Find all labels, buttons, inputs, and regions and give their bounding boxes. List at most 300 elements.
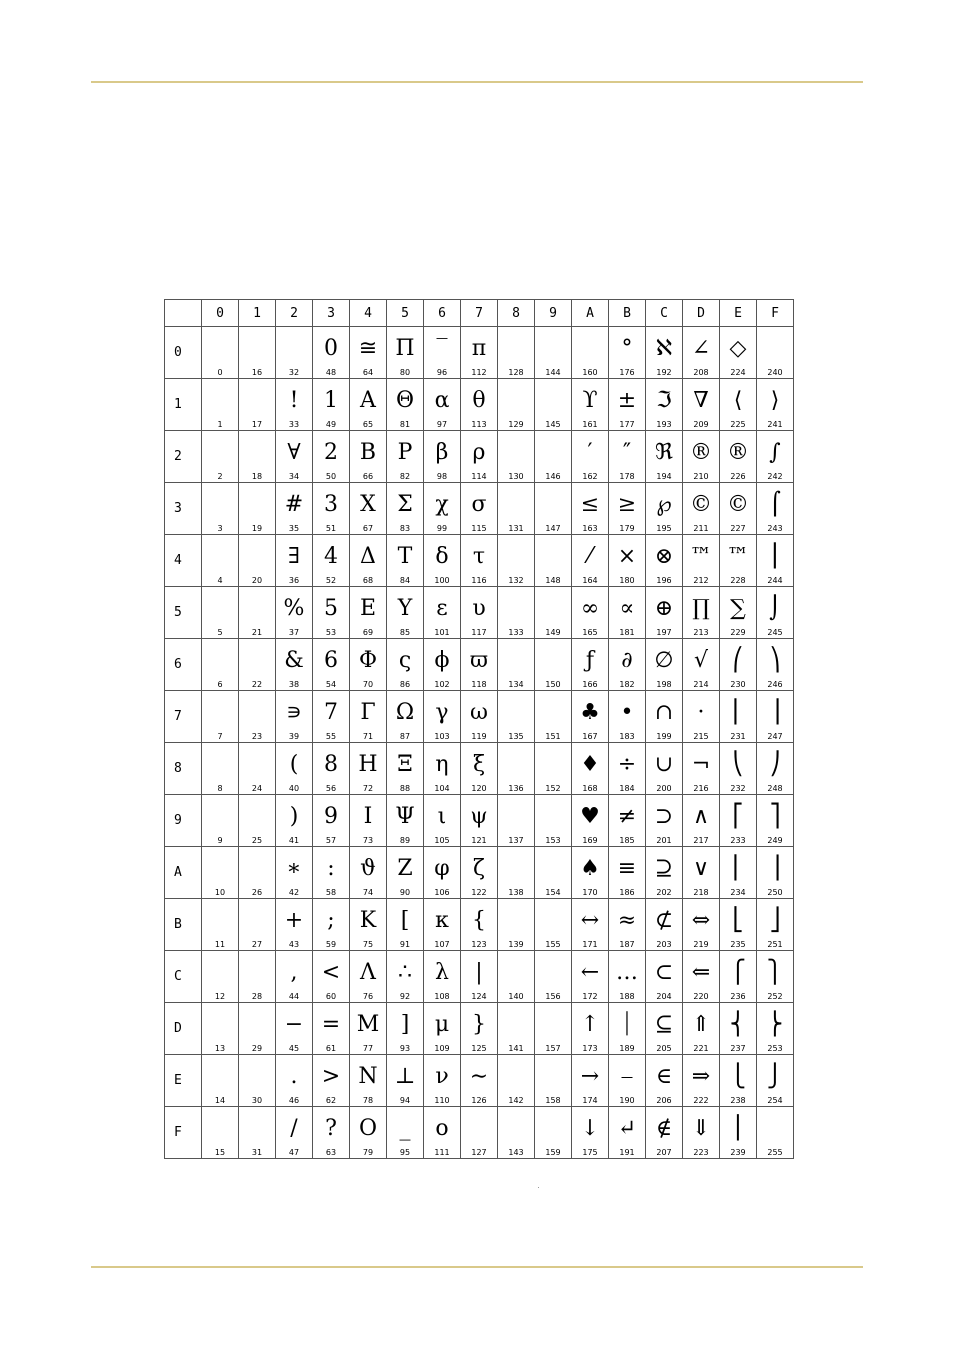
char-code: 128: [508, 368, 524, 377]
char-glyph: Μ: [356, 1012, 380, 1037]
char-glyph: ⎡: [732, 804, 744, 829]
table-row: [165, 795, 794, 847]
char-code: 17: [251, 420, 263, 429]
char-cell: [276, 483, 313, 535]
char-glyph: ε: [436, 596, 448, 621]
char-cell: [535, 847, 572, 899]
row-header: B: [165, 899, 202, 951]
char-glyph: Λ: [360, 960, 376, 985]
char-glyph: ∫: [769, 440, 781, 465]
char-code: 204: [656, 992, 672, 1001]
char-code: 197: [656, 628, 672, 637]
char-code: 55: [325, 732, 337, 741]
column-header: 3: [313, 300, 350, 327]
char-glyph: ℵ: [655, 336, 673, 361]
char-cell: [683, 795, 720, 847]
char-code: 168: [582, 784, 598, 793]
char-glyph: χ: [435, 492, 449, 517]
char-cell: [461, 431, 498, 483]
char-cell: [720, 379, 757, 431]
char-cell: [757, 899, 794, 951]
char-cell: [424, 379, 461, 431]
char-glyph: σ: [471, 492, 487, 517]
char-glyph: Υ: [397, 596, 413, 621]
char-glyph: •: [620, 700, 634, 725]
char-cell: [387, 483, 424, 535]
char-glyph: °: [621, 336, 633, 361]
char-code: 67: [362, 524, 374, 533]
char-glyph: ⎞: [769, 648, 781, 673]
char-glyph: Σ: [397, 492, 413, 517]
char-glyph: ⎪: [729, 1116, 747, 1141]
char-glyph: ⌡: [769, 596, 781, 621]
char-cell: [646, 691, 683, 743]
char-code: 31: [251, 1148, 263, 1157]
char-cell: [276, 431, 313, 483]
char-cell: [683, 1107, 720, 1159]
char-cell: [276, 587, 313, 639]
char-cell: [498, 1003, 535, 1055]
char-code: 113: [471, 420, 487, 429]
char-cell: [387, 587, 424, 639]
char-glyph: ⊗: [654, 544, 674, 569]
char-glyph: →: [580, 1064, 600, 1089]
char-glyph: κ: [435, 908, 449, 933]
char-glyph: Ν: [358, 1064, 378, 1089]
char-glyph: ⎮: [769, 544, 781, 569]
char-code: 247: [767, 732, 783, 741]
char-glyph: ⊄: [654, 908, 674, 933]
char-code: 246: [767, 680, 783, 689]
char-code: 108: [434, 992, 450, 1001]
char-glyph: 4: [324, 544, 338, 569]
char-code: 151: [545, 732, 561, 741]
char-code: 49: [325, 420, 337, 429]
char-cell: [313, 847, 350, 899]
char-glyph: ≅: [358, 336, 378, 361]
char-cell: [461, 1003, 498, 1055]
char-cell: [646, 1107, 683, 1159]
char-cell: [202, 691, 239, 743]
char-code: 114: [471, 472, 487, 481]
char-glyph: ⊆: [654, 1012, 674, 1037]
row-header: 6: [165, 639, 202, 691]
char-cell: [572, 1003, 609, 1055]
column-header: 2: [276, 300, 313, 327]
char-glyph: …: [616, 960, 638, 985]
char-cell: [609, 847, 646, 899]
char-code: 232: [730, 784, 746, 793]
char-cell: [350, 1055, 387, 1107]
char-code: 78: [362, 1096, 374, 1105]
char-code: 46: [288, 1096, 300, 1105]
char-cell: [350, 691, 387, 743]
table-row: [165, 535, 794, 587]
char-code: 85: [399, 628, 411, 637]
char-cell: [535, 1055, 572, 1107]
char-code: 214: [693, 680, 709, 689]
char-glyph: ∂: [621, 648, 633, 673]
char-cell: [683, 379, 720, 431]
char-glyph: ♦: [580, 752, 600, 777]
char-code: 29: [251, 1044, 263, 1053]
char-glyph: .: [290, 1064, 298, 1089]
char-glyph: ⎜: [732, 700, 744, 725]
char-code: 130: [508, 472, 524, 481]
char-glyph: ◇: [729, 336, 747, 361]
char-code: 72: [362, 784, 374, 793]
char-cell: [757, 1055, 794, 1107]
char-cell: [498, 743, 535, 795]
char-code: 97: [436, 420, 448, 429]
column-header: D: [683, 300, 720, 327]
char-cell: [424, 847, 461, 899]
char-code: 95: [399, 1148, 411, 1157]
char-cell: [646, 431, 683, 483]
char-cell: [535, 483, 572, 535]
char-glyph: !: [289, 388, 299, 413]
char-glyph: ©: [690, 492, 712, 517]
char-code: 234: [730, 888, 746, 897]
char-glyph: ∩: [654, 700, 674, 725]
char-code: 193: [656, 420, 672, 429]
char-code: 1: [217, 420, 223, 429]
table-body: [165, 327, 794, 1159]
row-header: E: [165, 1055, 202, 1107]
char-glyph: ⎣: [732, 908, 744, 933]
char-cell: [498, 847, 535, 899]
char-cell: [424, 327, 461, 379]
char-cell: [757, 535, 794, 587]
char-glyph: ∅: [654, 648, 674, 673]
char-code: 166: [582, 680, 598, 689]
char-cell: [683, 431, 720, 483]
char-cell: [424, 483, 461, 535]
char-glyph: >: [321, 1064, 341, 1089]
char-glyph: ↑: [580, 1012, 600, 1037]
char-cell: [720, 743, 757, 795]
char-glyph: λ: [435, 960, 449, 985]
char-cell: [757, 847, 794, 899]
char-code: 7: [217, 732, 223, 741]
char-code: 60: [325, 992, 337, 1001]
column-header: B: [609, 300, 646, 327]
row-header: 7: [165, 691, 202, 743]
table-row: [165, 691, 794, 743]
char-code: 109: [434, 1044, 450, 1053]
char-cell: [609, 431, 646, 483]
char-code: 33: [288, 420, 300, 429]
char-glyph: 7: [324, 700, 338, 725]
char-cell: [350, 847, 387, 899]
column-header: 7: [461, 300, 498, 327]
char-glyph: ″: [622, 440, 632, 465]
char-code: 152: [545, 784, 561, 793]
char-cell: [239, 691, 276, 743]
char-cell: [350, 535, 387, 587]
char-code: 115: [471, 524, 487, 533]
char-cell: [202, 951, 239, 1003]
char-code: 96: [436, 368, 448, 377]
row-header: 1: [165, 379, 202, 431]
char-code: 4: [217, 576, 223, 585]
char-cell: [646, 483, 683, 535]
table-row: [165, 1055, 794, 1107]
char-code: 2: [217, 472, 223, 481]
char-glyph: {: [472, 908, 486, 933]
char-cell: [387, 1003, 424, 1055]
char-code: 240: [767, 368, 783, 377]
char-glyph: Θ: [395, 388, 415, 413]
char-cell: [646, 379, 683, 431]
char-cell: [313, 795, 350, 847]
char-cell: [350, 431, 387, 483]
char-code: 39: [288, 732, 300, 741]
char-code: 117: [471, 628, 487, 637]
char-code: 164: [582, 576, 598, 585]
char-cell: [350, 379, 387, 431]
column-header: 4: [350, 300, 387, 327]
char-cell: [202, 587, 239, 639]
char-glyph: Ψ: [395, 804, 415, 829]
char-cell: [424, 951, 461, 1003]
char-cell: [239, 535, 276, 587]
table-row: [165, 1107, 794, 1159]
char-cell: [424, 587, 461, 639]
char-code: 103: [434, 732, 450, 741]
symbol-character-set-table: [164, 299, 794, 1159]
char-code: 51: [325, 524, 337, 533]
char-code: 75: [362, 940, 374, 949]
char-code: 222: [693, 1096, 709, 1105]
char-cell: [609, 379, 646, 431]
char-cell: [276, 743, 313, 795]
char-code: 101: [434, 628, 450, 637]
char-glyph: Ο: [358, 1116, 378, 1141]
char-cell: [498, 431, 535, 483]
char-code: 92: [399, 992, 411, 1001]
char-code: 24: [251, 784, 263, 793]
char-cell: [350, 743, 387, 795]
column-header-row: [165, 300, 794, 327]
char-code: 136: [508, 784, 524, 793]
char-cell: [683, 1055, 720, 1107]
char-code: 16: [251, 368, 263, 377]
char-code: 159: [545, 1148, 561, 1157]
char-code: 84: [399, 576, 411, 585]
char-glyph: Ξ: [397, 752, 413, 777]
char-glyph: Φ: [358, 648, 378, 673]
char-glyph: 9: [324, 804, 338, 829]
char-cell: [498, 483, 535, 535]
char-code: 11: [214, 940, 226, 949]
char-code: 76: [362, 992, 374, 1001]
table-row: [165, 431, 794, 483]
char-code: 126: [471, 1096, 487, 1105]
char-code: 233: [730, 836, 746, 845]
char-cell: [350, 899, 387, 951]
char-glyph: +: [284, 908, 304, 933]
char-glyph: ⎟: [769, 700, 781, 725]
char-cell: [757, 1107, 794, 1159]
char-code: 27: [251, 940, 263, 949]
char-glyph: ⎦: [769, 908, 781, 933]
char-code: 167: [582, 732, 598, 741]
char-cell: [609, 951, 646, 1003]
char-code: 9: [217, 836, 223, 845]
char-cell: [387, 1055, 424, 1107]
char-glyph: δ: [435, 544, 449, 569]
char-glyph: ⎝: [732, 752, 744, 777]
char-cell: [720, 535, 757, 587]
column-header: 5: [387, 300, 424, 327]
column-header: 1: [239, 300, 276, 327]
char-cell: [239, 483, 276, 535]
char-code: 48: [325, 368, 337, 377]
char-glyph: }: [472, 1012, 486, 1037]
char-code: 211: [693, 524, 709, 533]
char-code: 146: [545, 472, 561, 481]
char-cell: [202, 379, 239, 431]
char-cell: [609, 1003, 646, 1055]
char-glyph: |: [475, 960, 483, 985]
char-glyph: ∃: [288, 544, 300, 569]
char-glyph: ∑: [730, 596, 746, 621]
char-code: 175: [582, 1148, 598, 1157]
stray-mark: [538, 1187, 539, 1188]
char-glyph: ∉: [655, 1116, 673, 1141]
char-glyph: Τ: [397, 544, 413, 569]
char-code: 35: [288, 524, 300, 533]
char-glyph: ⎭: [766, 1064, 784, 1089]
char-cell: [461, 1055, 498, 1107]
char-glyph: ↵: [617, 1116, 637, 1141]
char-cell: [276, 379, 313, 431]
char-code: 47: [288, 1148, 300, 1157]
char-cell: [572, 1107, 609, 1159]
char-glyph: ∧: [692, 804, 710, 829]
char-code: 210: [693, 472, 709, 481]
char-code: 102: [434, 680, 450, 689]
char-glyph: Β: [359, 440, 377, 465]
char-cell: [461, 483, 498, 535]
char-glyph: ℑ: [656, 388, 672, 413]
char-glyph: ℜ: [655, 440, 673, 465]
table-row: [165, 483, 794, 535]
char-cell: [350, 639, 387, 691]
char-glyph: ∈: [655, 1064, 673, 1089]
char-code: 182: [619, 680, 635, 689]
char-cell: [461, 587, 498, 639]
char-glyph: 0: [324, 336, 338, 361]
char-code: 5: [217, 628, 223, 637]
char-cell: [387, 795, 424, 847]
char-cell: [350, 1003, 387, 1055]
char-cell: [683, 1003, 720, 1055]
char-code: 157: [545, 1044, 561, 1053]
table-row: [165, 379, 794, 431]
char-glyph: ⇒: [691, 1064, 711, 1089]
char-code: 223: [693, 1148, 709, 1157]
char-cell: [276, 899, 313, 951]
char-code: 187: [619, 940, 635, 949]
char-code: 145: [545, 420, 561, 429]
char-code: 99: [436, 524, 448, 533]
char-code: 173: [582, 1044, 598, 1053]
char-glyph: Γ: [360, 700, 376, 725]
char-glyph: ≥: [617, 492, 637, 517]
char-cell: [387, 327, 424, 379]
char-glyph: Α: [360, 388, 376, 413]
char-code: 125: [471, 1044, 487, 1053]
char-glyph: ♠: [580, 856, 600, 881]
row-header: A: [165, 847, 202, 899]
char-glyph: ∼: [469, 1064, 489, 1089]
char-cell: [757, 639, 794, 691]
char-glyph: ♥: [580, 804, 600, 829]
char-cell: [757, 743, 794, 795]
char-cell: [683, 743, 720, 795]
char-cell: [498, 1055, 535, 1107]
char-code: 224: [730, 368, 746, 377]
char-code: 169: [582, 836, 598, 845]
char-cell: [387, 379, 424, 431]
char-code: 237: [730, 1044, 746, 1053]
char-code: 249: [767, 836, 783, 845]
row-header: 0: [165, 327, 202, 379]
char-cell: [683, 951, 720, 1003]
char-code: 147: [545, 524, 561, 533]
char-glyph: Ζ: [397, 856, 413, 881]
char-cell: [498, 951, 535, 1003]
char-cell: [535, 743, 572, 795]
char-cell: [239, 795, 276, 847]
char-glyph: ⊃: [654, 804, 674, 829]
char-cell: [498, 899, 535, 951]
char-code: 189: [619, 1044, 635, 1053]
char-code: 181: [619, 628, 635, 637]
char-cell: [276, 691, 313, 743]
char-code: 34: [288, 472, 300, 481]
char-code: 243: [767, 524, 783, 533]
char-cell: [276, 1055, 313, 1107]
char-glyph: ⇐: [691, 960, 711, 985]
table-row: [165, 639, 794, 691]
char-code: 186: [619, 888, 635, 897]
char-cell: [683, 847, 720, 899]
char-cell: [535, 587, 572, 639]
char-code: 170: [582, 888, 598, 897]
char-cell: [424, 899, 461, 951]
char-cell: [461, 327, 498, 379]
char-cell: [720, 587, 757, 639]
char-glyph: ι: [437, 804, 447, 829]
char-cell: [609, 587, 646, 639]
char-cell: [387, 847, 424, 899]
char-cell: [276, 847, 313, 899]
char-cell: [609, 1055, 646, 1107]
char-cell: [424, 639, 461, 691]
char-cell: [572, 899, 609, 951]
char-glyph: ⇔: [691, 908, 711, 933]
char-glyph: ;: [327, 908, 335, 933]
char-glyph: Δ: [360, 544, 376, 569]
char-cell: [498, 587, 535, 639]
char-cell: [535, 1003, 572, 1055]
char-cell: [313, 1003, 350, 1055]
char-code: 161: [582, 420, 598, 429]
char-glyph: ‾: [436, 336, 448, 361]
